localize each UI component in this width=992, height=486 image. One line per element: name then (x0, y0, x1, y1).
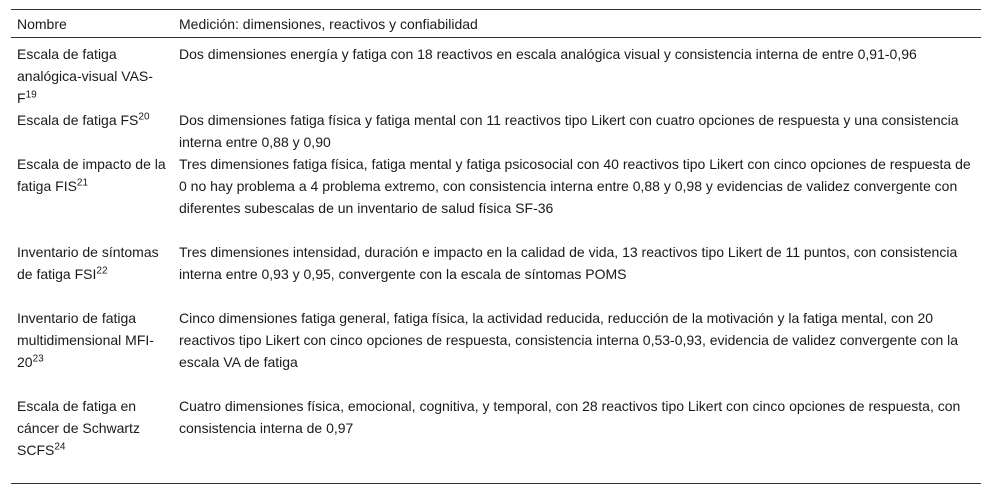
header-measure: Medición: dimensiones, reactivos y confiabilidad (173, 10, 981, 38)
scale-name-text: Escala de fatiga analógica-visual VAS-F (17, 46, 153, 106)
header-row (11, 10, 981, 38)
scale-name-text: Escala de impacto de la fatiga FIS (17, 156, 166, 194)
cell-scale-name (11, 395, 173, 484)
cell-measure: Dos dimensiones fatiga física y fatiga mental con 11 reactivos tipo Likert con cuatro opciones de respuesta y una consistencia interna entre 0,88 y 0,90 (179, 112, 959, 150)
table-body (11, 38, 981, 484)
scale-name-text: Escala de fatiga FS (17, 112, 139, 128)
fatigue-scales-table (11, 9, 981, 484)
cell-measure: Dos dimensiones energía y fatiga con 18 reactivos en escala analógica visual y consistencia interna de entre 0,91-0,96 (179, 46, 917, 62)
header-name: Nombre (11, 10, 173, 38)
table-row (11, 38, 981, 110)
table-row (11, 109, 981, 153)
cell-measure: Tres dimensiones intensidad, duración e impacto en la calidad de vida, 13 reactivos tipo Likert de 11 puntos, con consistencia interna entre 0,93 y 0,95, convergente con la escala de síntomas POMS (179, 244, 958, 282)
cell-scale-name (11, 38, 173, 110)
fatigue-scales-table-container (11, 9, 981, 484)
reference-superscript: 19 (25, 89, 37, 101)
reference-superscript: 22 (96, 265, 108, 277)
cell-scale-name (11, 109, 173, 153)
table-row (11, 307, 981, 395)
cell-measure: Cinco dimensiones fatiga general, fatiga física, la actividad reducida, reducción de la motivación y la fatiga mental, con 20 reactivos tipo Likert con cinco opciones de respuesta, consistencia interna 0,53-0,93, evidencia de validez convergente con la escala VA de fatiga (179, 310, 959, 370)
reference-superscript: 20 (138, 111, 150, 123)
table-row (11, 395, 981, 484)
cell-measure: Cuatro dimensiones física, emocional, cognitiva, y temporal, con 28 reactivos tipo Likert con cinco opciones de respuesta, con consistencia interna de 0,97 (173, 395, 981, 484)
reference-superscript: 24 (54, 441, 66, 453)
scale-name-text: Escala de fatiga en cáncer de Schwartz SCFS (17, 398, 140, 458)
table-row (11, 241, 981, 307)
table-header (11, 10, 981, 38)
cell-measure: Tres dimensiones fatiga física, fatiga mental y fatiga psicosocial con 40 reactivos tipo Likert con cinco opciones de respuesta de 0 no hay problema a 4 problema extremo, con consistencia interna entre 0,88 y 0,98 y evidencias de validez convergente con diferentes subescalas de un inventario de salud física SF-36 (179, 156, 971, 216)
reference-superscript: 23 (32, 353, 44, 365)
table-row (11, 153, 981, 241)
cell-scale-name (11, 153, 173, 241)
cell-scale-name (11, 307, 173, 395)
reference-superscript: 21 (76, 177, 89, 189)
scale-name-text: Inventario de síntomas de fatiga FSI (17, 244, 159, 282)
scale-name-text: Inventario de fatiga multidimensional MFI-20 (17, 310, 154, 370)
cell-scale-name (11, 241, 173, 307)
